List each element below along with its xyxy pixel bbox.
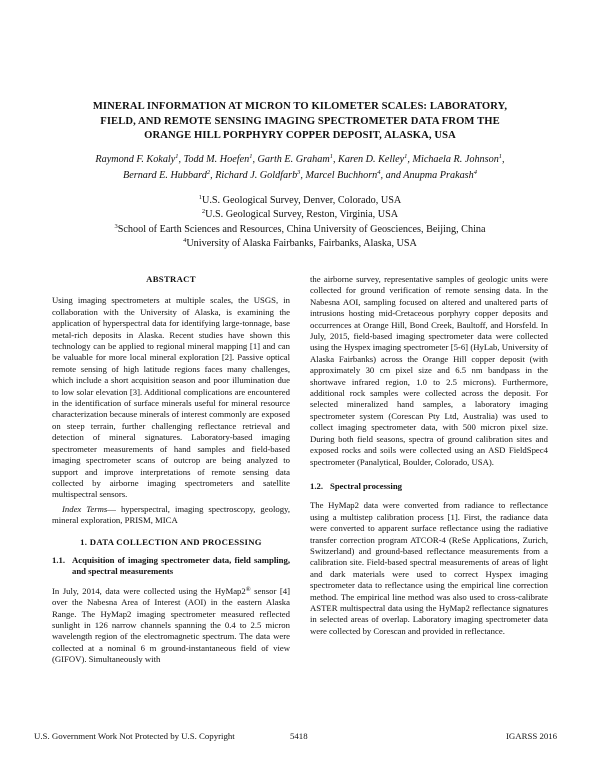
author-name: Marcel Buchhorn xyxy=(305,169,378,181)
title-line: ORANGE HILL PORPHYRY COPPER DEPOSIT, ALASKA, USA xyxy=(144,130,456,142)
author-affil-sup: 3 xyxy=(297,168,301,176)
registered-mark: ® xyxy=(245,585,251,593)
affiliation xyxy=(52,237,548,251)
affiliation-text: School of Earth Sciences and Resources, China University of Geosciences, Beijing, China xyxy=(117,223,486,235)
author-affil-sup: 2 xyxy=(206,168,211,176)
paragraph-text: In July, 2014, data were collected using the HyMap2 xyxy=(52,585,246,596)
section-1-1-heading xyxy=(52,555,290,578)
affiliation-text: U.S. Geological Survey, Reston, Virginia, USA xyxy=(205,209,399,221)
section-title: Acquisition of imaging spectrometer data, field sampling, and spectral measurements xyxy=(72,554,290,577)
author-name: Michaela R. Johnson xyxy=(412,154,499,165)
title-line: MINERAL INFORMATION AT MICRON TO KILOMETER SCALES: LABORATORY, xyxy=(92,101,508,112)
author-affil-sup: 4 xyxy=(473,168,477,176)
affiliation-list xyxy=(52,194,548,251)
footer-copyright: U.S. Government Work Not Protected by U.S. Copyright xyxy=(34,731,235,741)
affiliation-sup: 2 xyxy=(201,208,206,216)
footer-conference: IGARSS 2016 xyxy=(506,731,558,741)
section-number: 1.1. xyxy=(52,554,66,565)
section-1-2-heading xyxy=(310,481,548,492)
author-name: Garth E. Graham xyxy=(257,154,330,165)
affiliation xyxy=(52,194,548,208)
section-1-heading: 1. DATA COLLECTION AND PROCESSING xyxy=(80,536,262,547)
author-name: Raymond F. Kokaly xyxy=(95,154,176,165)
affiliation-text: University of Alaska Fairbanks, Fairbanks, Alaska, USA xyxy=(186,237,417,249)
title-line: FIELD, AND REMOTE SENSING IMAGING SPECTROMETER DATA FROM THE xyxy=(100,115,500,127)
author-affil-sup: 1 xyxy=(329,153,333,160)
author-affil-sup: 1 xyxy=(404,153,408,160)
section-1-1-paragraph xyxy=(52,586,290,666)
affiliation-sup: 1 xyxy=(198,194,202,201)
affiliation xyxy=(52,223,548,237)
section-1-2-paragraph: The HyMap2 data were converted from radiance to reflectance using a multistep calibration process [1]. First, the radiance data were converted to apparent surface reflectance using the radiative transfer correction program ATCOR-4 (ReSe Applications, Zurich, Switzerland) and ground-based reflectance measurements from a calibration site. Field-based spectral measurements of areas of light and dark materials were used to correct Hyspex imaging spectrometer data to reflectance using the empirical line correction method. The empirical line method was also used to cross-calibrate ASTER multispectral data using the HyMap2 reflectance signatures in selected areas of overlap. Laboratory imaging spectrometer data were collected by Corescan and provided in reflectance. xyxy=(310,500,548,636)
author-list xyxy=(52,152,548,183)
affiliation-text: U.S. Geological Survey, Denver, Colorado, USA xyxy=(201,195,402,206)
section-title: Spectral processing xyxy=(330,480,402,491)
right-column xyxy=(310,274,548,637)
author-name: Bernard E. Hubbard xyxy=(123,169,207,181)
left-column xyxy=(52,274,290,666)
paper-title xyxy=(60,100,540,144)
author-affil-sup: 1 xyxy=(175,153,179,160)
index-terms-label: Index Terms xyxy=(62,503,108,514)
index-terms-text: — hyperspectral, imaging spectroscopy, geology, mineral exploration, PRISM, MICA xyxy=(52,503,291,526)
author-affil-sup: 4 xyxy=(377,168,381,176)
author-name: Karen D. Kelley xyxy=(338,154,405,165)
abstract-heading: ABSTRACT xyxy=(146,274,196,284)
author-affil-sup: 1 xyxy=(498,153,503,160)
footer-page-number: 5418 xyxy=(290,731,308,741)
paragraph-text: sensor [4] over the Nabesna Area of Interest (AOI) in the eastern Alaska Range. The HyMap2 imaging spectrometer measured reflected sunlight in 126 narrow channels spanning the 0.4 to 2.5 micron wavelength region of the electromagnetic spectrum. The data were collected at a nominal 6 m ground-instantaneous field of view (GIFOV). Simultaneously with xyxy=(52,585,290,665)
affiliation xyxy=(52,208,548,222)
author-line: Raymond F. Kokaly$^1$, Todd M. Hoefen$^1$, Garth E. Graham$^1$, Karen D. Kelley$^1$, Michaela R. Johnson$^1$, xyxy=(95,153,505,165)
affiliation-sup: 3 xyxy=(114,222,118,230)
author-name: Todd M. Hoefen xyxy=(183,154,250,165)
index-terms xyxy=(52,504,290,527)
author-line: Bernard E. Hubbard$^2$, Richard J. Goldfarb$^3$, Marcel Buchhorn$^4$, and Anupma Prakash$^4$ xyxy=(123,168,477,181)
author-affil-sup: 1 xyxy=(249,153,253,160)
section-1-1-continued: the airborne survey, representative samples of geologic units were collected for ground verification of remote sensing data. In the Nabesna AOI, sampling focused on altered and unaltered parts of intrusions hosting mid-Cretaceous porphyry copper deposits and occurrences at Orange Hill, Bond Creek, Baultoff, and Horsfeld. In July, 2015, field-based imaging spectrometer data were collected using the Hyspex imaging spectrometer [5-6] (HyLab, University of Alaska Fairbanks) across the Orange Hill copper deposit (with approximately 30 cm pixel size and 6.5 nm bandpass in the shortwave infrared region, 1.0 to 2.5 microns). Furthermore, additional rock samples were collected across the deposit. For selected mineralized hand samples, a laboratory imaging spectrometer system (Corescan Pty Ltd, Australia) was used to collect imaging spectrometer data, with 500 micron pixel size. During both field seasons, spectra of ground calibration sites and exposed rocks and soils were collected using an ASD FieldSpec4 spectrometer (Panalytical, Boulder, Colorado, USA). xyxy=(310,274,548,467)
author-name: Richard J. Goldfarb xyxy=(215,169,298,181)
affiliation-sup: 4 xyxy=(183,236,187,244)
section-number: 1.2. xyxy=(310,480,324,491)
author-name: Anupma Prakash xyxy=(403,169,474,181)
abstract-text: Using imaging spectrometers at multiple scales, the USGS, in collaboration with the University of Alaska, is examining the application of hyperspectral data for identifying large-tonnage, base metal-rich deposits in Alaska. Recent studies have shown this technology can be applied to regional mineral mapping [1] and can be valuable for more local mineral exploration [2]. Passive optical remote sensing of high latitude regions faces many challenges, which include a short acquisition season and poor illumination due to low solar elevation [3]. Additional complications are encountered in the identification of surface minerals useful for mineral resource characterization because minerals of interest commonly are exposed on steep terrain, further challenging reflectance retrieval and detection of mineral signatures. Laboratory-based imaging spectrometer measurements of hand samples and field-based imaging spectrometer scans of outcrop are being analyzed to support and improve interpretations of remote sensing data collected by airborne imaging spectrometers and satellite multispectral sensors. xyxy=(52,295,290,500)
